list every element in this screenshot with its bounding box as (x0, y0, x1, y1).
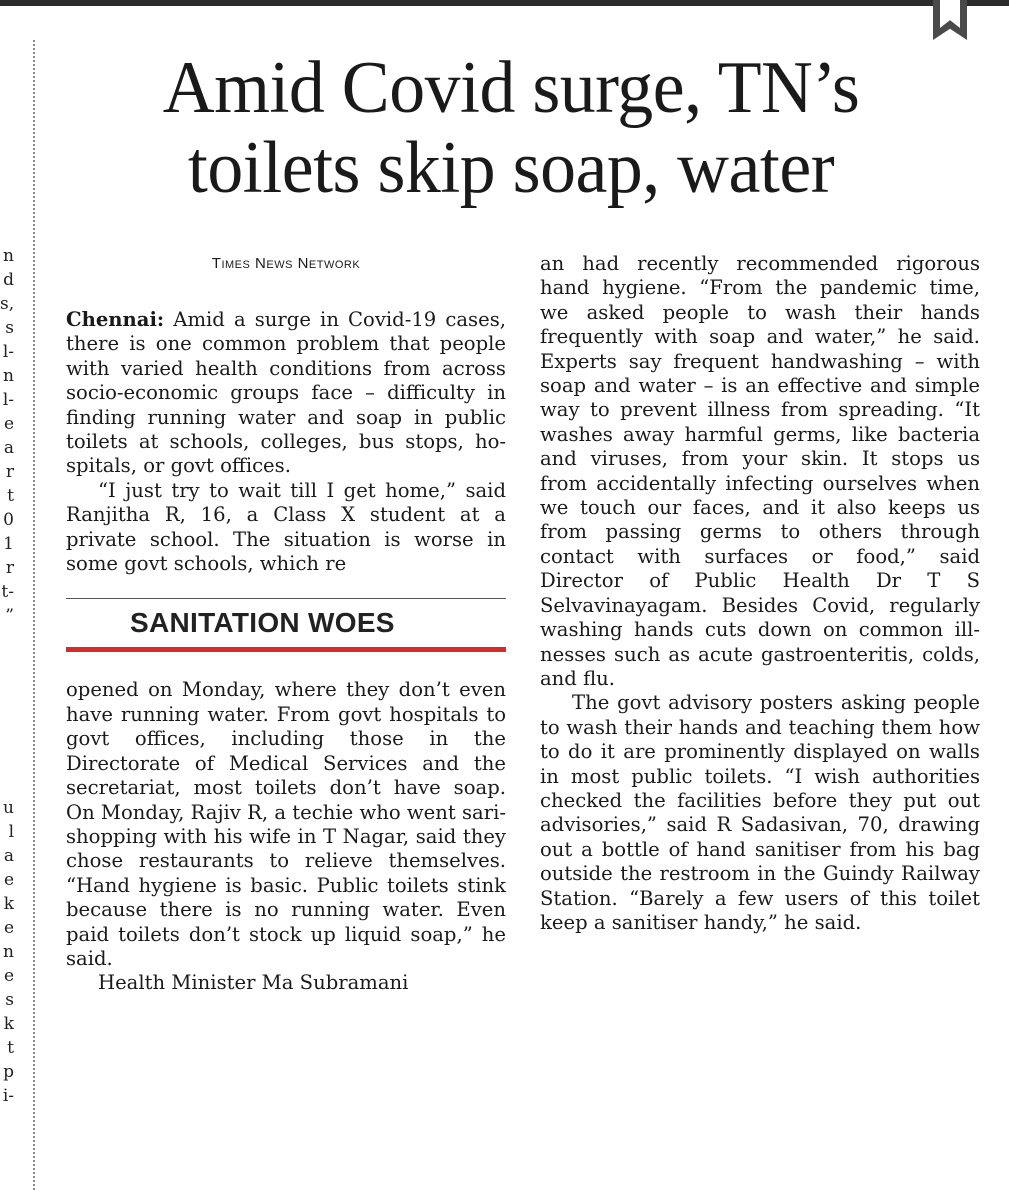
previous-column-fragment: l- (2, 342, 14, 362)
previous-column-fragment: 1 (3, 534, 14, 554)
previous-column-fragment: l (8, 822, 14, 842)
previous-column-fragment: k (3, 894, 14, 914)
previous-column-fragment: k (3, 1014, 14, 1034)
previous-column-fragment: a (3, 846, 14, 866)
previous-column-fragment: n (3, 366, 14, 386)
top-bar (0, 0, 1009, 6)
previous-column-fragment: r (5, 462, 14, 482)
previous-column-fragment: r (5, 558, 14, 578)
previous-column-fragment: i- (2, 1086, 14, 1106)
previous-column-fragment: s (5, 318, 14, 338)
headline-line-1: Amid Covid surge, TN’s (162, 47, 860, 129)
previous-column-fragment: t (7, 1038, 14, 1058)
previous-column-fragment: a (3, 438, 14, 458)
previous-column-fragment: t- (1, 582, 14, 602)
paragraph-4: Health Minister Ma Subramani (98, 971, 409, 995)
headline-line-2: toilets skip soap, water (187, 127, 835, 209)
paragraph-1-text: Amid a surge in Covid-19 cases, there is one common problem that people with varied health conditions from across socio-economic groups face – difficulty in finding running water and soap in public toilets at schools, colleges, bus stops, hospitals, or govt offices. (66, 308, 506, 478)
previous-column-fragment: 0 (3, 510, 14, 530)
paragraph-5: an had recently recommended rigorous hand hygiene. “From the pandemic time, we asked people to wash their hands frequently with soap and water,” he said. Experts say frequent handwashing – with soap and water – is an effective and simple way to prevent illness from spreading. “It washes away harmful germs, like bacteria and viruses, from your skin. It stops us from accidentally infecting ourselves when we touch our faces, and it also keeps us from passing germs to others through contact with surfaces or food,” said Director of Public Health Dr T S Selvavinayagam. Besides Covid, regularly washing hands cuts down on common illnesses such as acute gastroenteritis, colds, and flu. (540, 252, 980, 690)
previous-column-fragment: n (3, 246, 14, 266)
headline (60, 48, 962, 208)
previous-column-edge (0, 244, 14, 1108)
previous-column-fragment: t (7, 486, 14, 506)
dateline: Chennai: (66, 308, 165, 331)
subhead-red-rule (66, 647, 506, 652)
paragraph-2: “I just try to wait till I get home,” said Ranjitha R, 16, a Class X student at a private school. The situation is worse in some govt schools, which re (66, 478, 506, 576)
previous-column-fragment: l- (2, 390, 14, 410)
paragraph-3: opened on Monday, where they don’t even have running water. From govt hospitals to govt offices, including those in the Directorate of Medical Services and the secretariat, most toilets don’t have soap. On Monday, Rajiv R, a techie who went sari-shopping with his wife in T Nagar, said they chose restaurants to relieve themselves. “Hand hygiene is basic. Public toilets stink because there is no running water. Even paid toilets don’t stock up liquid soap,” he said. (66, 678, 506, 970)
previous-column-fragment: e (3, 966, 14, 986)
previous-column-fragment: d (3, 270, 14, 290)
article-column-right (540, 252, 980, 935)
previous-column-fragment: ” (5, 606, 14, 626)
previous-column-fragment: p (3, 1062, 14, 1082)
paragraph-1 (66, 308, 506, 479)
bookmark-icon[interactable] (933, 0, 967, 40)
previous-column-fragment: s, (0, 294, 14, 314)
previous-column-fragment: n (3, 942, 14, 962)
previous-column-fragment: e (3, 918, 14, 938)
previous-column-fragment: e (3, 414, 14, 434)
previous-column-fragment: e (3, 870, 14, 890)
previous-column-fragment: u (3, 798, 14, 818)
subhead: SANITATION WOES (130, 607, 395, 639)
column-divider (33, 40, 35, 1190)
subhead-block (66, 598, 506, 652)
article-column-left (66, 252, 506, 996)
byline: Times News Network (211, 255, 361, 272)
previous-column-fragment: s (5, 990, 14, 1010)
paragraph-6: The govt advisory posters asking people to wash their hands and teaching them how to do it are prominently displayed on walls in most public toilets. “I wish authorities checked the facilities before they put out advisories,” said R Sadasivan, 70, drawing out a bottle of hand sanitiser from his bag outside the restroom in the Guindy Railway Station. “Barely a few users of this toilet keep a sanitiser handy,” he said. (540, 691, 980, 934)
